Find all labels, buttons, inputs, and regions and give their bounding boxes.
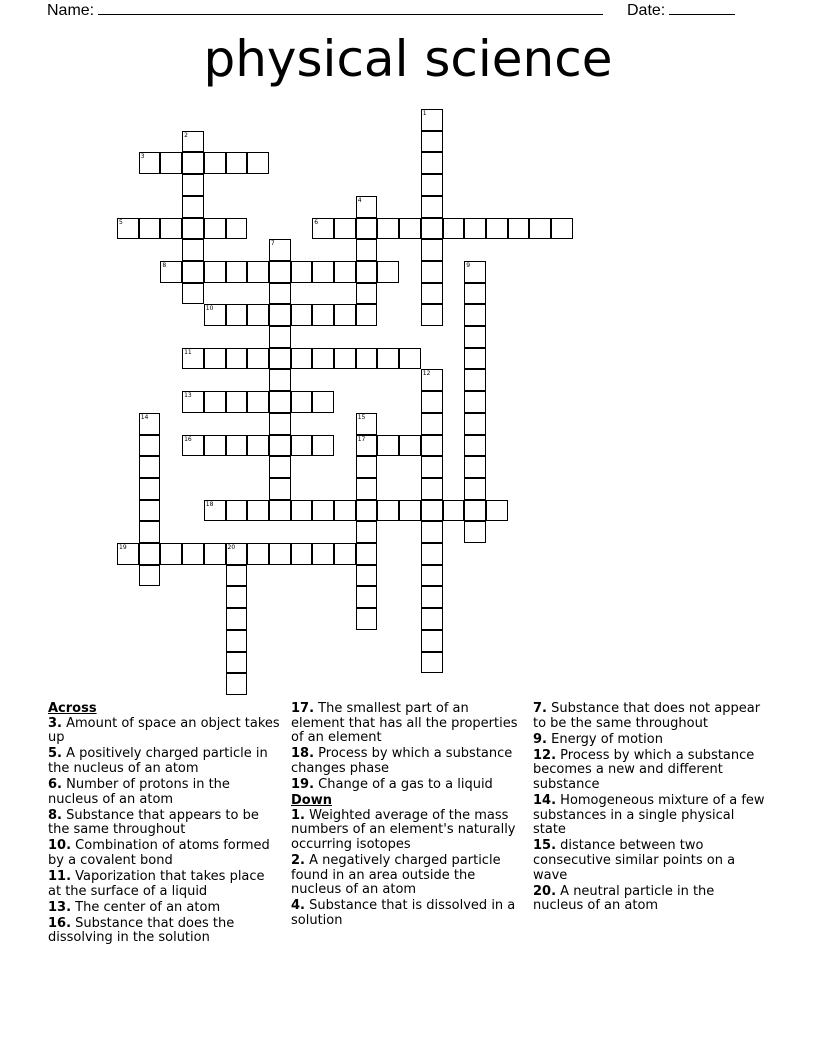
crossword-cell[interactable]: [334, 500, 356, 522]
crossword-cell[interactable]: [356, 543, 378, 565]
crossword-cell[interactable]: [421, 261, 443, 283]
crossword-cell[interactable]: [182, 283, 204, 305]
clue-number-label: 7.: [533, 701, 547, 716]
crossword-cell[interactable]: [464, 261, 486, 283]
crossword-cell[interactable]: [421, 239, 443, 261]
crossword-cell[interactable]: [291, 543, 313, 565]
crossword-cell[interactable]: [421, 391, 443, 413]
crossword-cell[interactable]: [486, 500, 508, 522]
crossword-cell[interactable]: [139, 478, 161, 500]
crossword-cell[interactable]: [464, 413, 486, 435]
crossword-cell[interactable]: [421, 304, 443, 326]
crossword-cell[interactable]: [139, 565, 161, 587]
clue-number: 9: [466, 261, 471, 269]
crossword-cell[interactable]: [377, 435, 399, 457]
clue-number-label: 15.: [533, 838, 557, 854]
crossword-cell[interactable]: [356, 521, 378, 543]
crossword-cell[interactable]: [182, 239, 204, 261]
crossword-cell[interactable]: [204, 543, 226, 565]
across-clue: [291, 702, 523, 746]
clue-text: The center of an atom: [71, 899, 221, 915]
crossword-cell[interactable]: [139, 500, 161, 522]
crossword-cell[interactable]: [334, 218, 356, 240]
clue-column-3: [533, 702, 765, 915]
crossword-cell[interactable]: [377, 348, 399, 370]
down-heading: Down: [291, 793, 332, 809]
clue-number-label: 4.: [291, 898, 305, 914]
crossword-cell[interactable]: [377, 500, 399, 522]
crossword-cell[interactable]: [182, 391, 204, 413]
crossword-cell[interactable]: [139, 456, 161, 478]
crossword-cell[interactable]: [247, 152, 269, 174]
crossword-cell[interactable]: [334, 304, 356, 326]
crossword-cell[interactable]: [204, 218, 226, 240]
down-clue: [533, 839, 765, 883]
crossword-cell[interactable]: [247, 304, 269, 326]
crossword-cell[interactable]: [204, 152, 226, 174]
clue-text: A negatively charged particle found in an area outside the nucleus of an atom: [291, 852, 501, 898]
crossword-cell[interactable]: [226, 565, 248, 587]
clue-number-label: 2.: [291, 852, 305, 868]
clue-number-label: 9.: [533, 731, 547, 747]
down-clue: [533, 733, 765, 748]
clue-number-label: 14.: [533, 793, 557, 809]
crossword-cell[interactable]: [421, 630, 443, 652]
crossword-cell[interactable]: [182, 196, 204, 218]
crossword-cell[interactable]: [291, 348, 313, 370]
clue-text: Process by which a substance becomes a new and different substance: [533, 747, 755, 792]
crossword-cell[interactable]: [226, 586, 248, 608]
across-clue: [48, 778, 280, 807]
crossword-cell[interactable]: [269, 326, 291, 348]
down-clue: [291, 854, 523, 898]
crossword-cell[interactable]: [139, 521, 161, 543]
clue-number: 7: [270, 240, 275, 248]
crossword-cell[interactable]: [269, 261, 291, 283]
page-title: physical science: [203, 30, 613, 88]
crossword-cell[interactable]: [312, 391, 334, 413]
clue-text: Substance that is dissolved in a solution: [291, 898, 516, 928]
clue-number: 13: [184, 392, 192, 400]
crossword-cell[interactable]: [226, 543, 248, 565]
crossword-cell[interactable]: [421, 152, 443, 174]
crossword-cell[interactable]: [226, 304, 248, 326]
clue-text: The smallest part of an element that has all the properties of an element: [291, 701, 518, 746]
clue-text: Process by which a substance changes phase: [291, 746, 513, 776]
clue-number: 3: [140, 153, 145, 161]
clue-number: 11: [184, 348, 192, 356]
clue-text: Change of a gas to a liquid: [314, 776, 493, 792]
crossword-cell[interactable]: [421, 652, 443, 674]
crossword-cell[interactable]: [356, 348, 378, 370]
crossword-cell[interactable]: [464, 283, 486, 305]
across-clue: [48, 717, 280, 746]
crossword-cell[interactable]: [334, 543, 356, 565]
crossword-cell[interactable]: [464, 500, 486, 522]
crossword-cell[interactable]: [226, 652, 248, 674]
clue-number-label: 16.: [48, 915, 72, 931]
clue-number-label: 10.: [48, 838, 72, 854]
crossword-cell[interactable]: [356, 261, 378, 283]
across-clue: [291, 747, 523, 776]
clue-text: Substance that appears to be the same throughout: [48, 807, 259, 838]
crossword-cell[interactable]: [247, 435, 269, 457]
crossword-cell[interactable]: [356, 565, 378, 587]
crossword-cell[interactable]: [269, 391, 291, 413]
clue-text: distance between two consecutive similar points on a wave: [533, 838, 736, 883]
clue-number: 18: [205, 500, 214, 508]
clue-column-1: [48, 702, 280, 948]
crossword-cell[interactable]: [312, 261, 334, 283]
crossword-cell[interactable]: [139, 152, 161, 174]
crossword-cell[interactable]: [226, 608, 248, 630]
crossword-cell[interactable]: [334, 348, 356, 370]
crossword-cell[interactable]: [356, 608, 378, 630]
clue-text: Homogeneous mixture of a few substances in a single physical state: [533, 793, 765, 838]
clue-text: Vaporization that takes place at the surface of a liquid: [48, 869, 265, 899]
crossword-cell[interactable]: [247, 348, 269, 370]
crossword-cell[interactable]: [226, 152, 248, 174]
down-clue: [533, 794, 765, 838]
clue-number: 2: [184, 131, 188, 139]
crossword-cell[interactable]: [269, 543, 291, 565]
crossword-cell[interactable]: [269, 304, 291, 326]
crossword-cell[interactable]: [226, 673, 248, 695]
crossword-cell[interactable]: [356, 283, 378, 305]
clue-number: 6: [314, 218, 319, 226]
crossword-cell[interactable]: [421, 369, 443, 391]
clue-number-label: 13.: [48, 899, 72, 915]
crossword-cell[interactable]: [182, 543, 204, 565]
clue-number-label: 1.: [291, 807, 305, 823]
crossword-cell[interactable]: [421, 456, 443, 478]
crossword-cell[interactable]: [356, 500, 378, 522]
clue-number-label: 8.: [48, 807, 62, 823]
crossword-cell[interactable]: [399, 435, 421, 457]
down-clue: [533, 702, 765, 731]
crossword-cell[interactable]: [464, 478, 486, 500]
down-clue: [533, 749, 765, 793]
crossword-cell[interactable]: [182, 174, 204, 196]
crossword-cell[interactable]: [204, 304, 226, 326]
clue-text: A positively charged particle in the nucleus of an atom: [48, 746, 268, 776]
crossword-cell[interactable]: [399, 218, 421, 240]
crossword-cell[interactable]: [377, 218, 399, 240]
crossword-cell[interactable]: [160, 543, 182, 565]
clue-text: Substance that does the dissolving in the solution: [48, 915, 235, 946]
crossword-cell[interactable]: [356, 413, 378, 435]
crossword-cell[interactable]: [312, 543, 334, 565]
clue-number: 17: [357, 435, 366, 443]
crossword-cell[interactable]: [247, 261, 269, 283]
crossword-cell[interactable]: [182, 348, 204, 370]
clue-number: 10: [205, 305, 214, 313]
crossword-cell[interactable]: [204, 500, 226, 522]
crossword-cell[interactable]: [421, 283, 443, 305]
across-clue: [48, 870, 280, 899]
crossword-cell[interactable]: [139, 218, 161, 240]
crossword-cell[interactable]: [421, 174, 443, 196]
crossword-cell[interactable]: [312, 435, 334, 457]
crossword-cell[interactable]: [421, 521, 443, 543]
crossword-cell[interactable]: [269, 435, 291, 457]
crossword-cell[interactable]: [291, 435, 313, 457]
crossword-cell[interactable]: [421, 565, 443, 587]
crossword-cell[interactable]: [182, 218, 204, 240]
crossword-cell[interactable]: [356, 435, 378, 457]
crossword-cell[interactable]: [291, 304, 313, 326]
crossword-cell[interactable]: [204, 261, 226, 283]
crossword-cell[interactable]: [464, 369, 486, 391]
clue-number: 12: [422, 370, 431, 378]
crossword-cell[interactable]: [312, 304, 334, 326]
down-clue: [291, 899, 523, 928]
down-clue: [291, 809, 523, 853]
clue-column-2: [291, 702, 523, 930]
clue-number: 5: [119, 218, 123, 226]
crossword-cell[interactable]: [356, 196, 378, 218]
clue-number-label: 12.: [533, 747, 557, 763]
across-clue: [48, 901, 280, 916]
crossword-cell[interactable]: [269, 283, 291, 305]
crossword-cell[interactable]: [421, 543, 443, 565]
across-clue: [48, 747, 280, 776]
crossword-cell[interactable]: [464, 326, 486, 348]
clue-number-label: 17.: [291, 701, 315, 716]
crossword-cell[interactable]: [443, 500, 465, 522]
crossword-cell[interactable]: [421, 413, 443, 435]
crossword-cell[interactable]: [443, 218, 465, 240]
crossword-cell[interactable]: [464, 218, 486, 240]
crossword-cell[interactable]: [464, 456, 486, 478]
crossword-cell[interactable]: [421, 500, 443, 522]
across-heading: Across: [48, 701, 97, 716]
clue-number-label: 19.: [291, 776, 315, 792]
crossword-cell[interactable]: [291, 391, 313, 413]
crossword-cell[interactable]: [204, 348, 226, 370]
crossword-cell[interactable]: [508, 218, 530, 240]
clue-text: Number of protons in the nucleus of an atom: [48, 776, 230, 807]
crossword-cell[interactable]: [269, 239, 291, 261]
crossword-cell[interactable]: [226, 348, 248, 370]
crossword-cell[interactable]: [464, 348, 486, 370]
crossword-cell[interactable]: [421, 131, 443, 153]
crossword-cell[interactable]: [421, 435, 443, 457]
crossword-cell[interactable]: [226, 435, 248, 457]
across-clue: [48, 809, 280, 838]
crossword-cell[interactable]: [117, 543, 139, 565]
crossword-cell[interactable]: [399, 500, 421, 522]
crossword-cell[interactable]: [139, 435, 161, 457]
clue-text: A neutral particle in the nucleus of an atom: [533, 883, 715, 914]
clue-text: Amount of space an object takes up: [48, 715, 280, 746]
clue-number: 1: [422, 110, 427, 117]
clue-number-label: 5.: [48, 746, 62, 762]
crossword-cell[interactable]: [356, 239, 378, 261]
crossword-cell[interactable]: [160, 152, 182, 174]
crossword-cell[interactable]: [269, 478, 291, 500]
crossword-cell[interactable]: [399, 348, 421, 370]
crossword-cell[interactable]: [421, 478, 443, 500]
crossword-cell[interactable]: [551, 218, 573, 240]
crossword-cell[interactable]: [312, 500, 334, 522]
crossword-cell[interactable]: [312, 218, 334, 240]
clue-number-label: 11.: [48, 869, 72, 885]
crossword-cell[interactable]: [529, 218, 551, 240]
crossword-cell[interactable]: [421, 109, 443, 131]
crossword-cell[interactable]: [269, 348, 291, 370]
crossword-cell[interactable]: [312, 348, 334, 370]
down-clue: [533, 885, 765, 914]
crossword-cell[interactable]: [182, 131, 204, 153]
crossword-cell[interactable]: [269, 456, 291, 478]
crossword-cell[interactable]: [226, 630, 248, 652]
clue-number: 4: [357, 196, 362, 204]
clue-number-label: 6.: [48, 776, 62, 792]
clue-number: 15: [357, 413, 366, 421]
crossword-cell[interactable]: [117, 218, 139, 240]
crossword-cell[interactable]: [464, 391, 486, 413]
crossword-cell[interactable]: [247, 543, 269, 565]
clue-number: 20: [227, 544, 236, 551]
crossword-cell[interactable]: [226, 391, 248, 413]
crossword-cell[interactable]: [247, 391, 269, 413]
crossword-cell[interactable]: [464, 304, 486, 326]
crossword-cell[interactable]: [356, 304, 378, 326]
clue-number: 19: [119, 544, 127, 551]
clue-text: Weighted average of the mass numbers of an element's naturally occurring isotopes: [291, 807, 516, 852]
crossword-cell[interactable]: [182, 435, 204, 457]
crossword-cell[interactable]: [464, 435, 486, 457]
crossword-cell[interactable]: [160, 218, 182, 240]
clue-text: Substance that does not appear to be the same throughout: [533, 701, 761, 731]
clue-number: 8: [162, 261, 167, 269]
crossword-cell[interactable]: [356, 586, 378, 608]
crossword-cell[interactable]: [291, 500, 313, 522]
clue-text: Combination of atoms formed by a covalent bond: [48, 838, 270, 868]
crossword-cell[interactable]: [421, 218, 443, 240]
crossword-cell[interactable]: [377, 261, 399, 283]
crossword-cell[interactable]: [464, 521, 486, 543]
crossword-cell[interactable]: [204, 391, 226, 413]
name-label: Name:: [47, 2, 95, 19]
crossword-cell[interactable]: [269, 369, 291, 391]
crossword-cell[interactable]: [291, 261, 313, 283]
crossword-cell[interactable]: [182, 152, 204, 174]
crossword-cell[interactable]: [421, 608, 443, 630]
across-clue: [48, 917, 280, 946]
crossword-cell[interactable]: [204, 435, 226, 457]
crossword-cell[interactable]: [486, 218, 508, 240]
crossword-cell[interactable]: [356, 456, 378, 478]
crossword-cell[interactable]: [421, 586, 443, 608]
across-clue: [48, 839, 280, 868]
clue-number: 16: [184, 435, 192, 443]
clue-text: Energy of motion: [546, 731, 663, 747]
crossword-cell[interactable]: [247, 500, 269, 522]
across-clue: [291, 778, 523, 793]
crossword-cell[interactable]: [269, 413, 291, 435]
crossword-cell[interactable]: [334, 261, 356, 283]
crossword-cell[interactable]: [356, 478, 378, 500]
crossword-cell[interactable]: [182, 261, 204, 283]
crossword-cell[interactable]: [226, 261, 248, 283]
crossword-cell[interactable]: [269, 500, 291, 522]
crossword-cell[interactable]: [160, 261, 182, 283]
crossword-cell[interactable]: [139, 543, 161, 565]
clue-number: 14: [140, 413, 149, 421]
crossword-cell[interactable]: [139, 413, 161, 435]
crossword-cell[interactable]: [421, 196, 443, 218]
clue-number-label: 20.: [533, 883, 557, 899]
date-label: Date:: [627, 2, 666, 19]
crossword-cell[interactable]: [226, 218, 248, 240]
crossword-cell[interactable]: [226, 500, 248, 522]
clue-number-label: 18.: [291, 746, 315, 762]
clue-number-label: 3.: [48, 715, 62, 731]
crossword-cell[interactable]: [356, 218, 378, 240]
